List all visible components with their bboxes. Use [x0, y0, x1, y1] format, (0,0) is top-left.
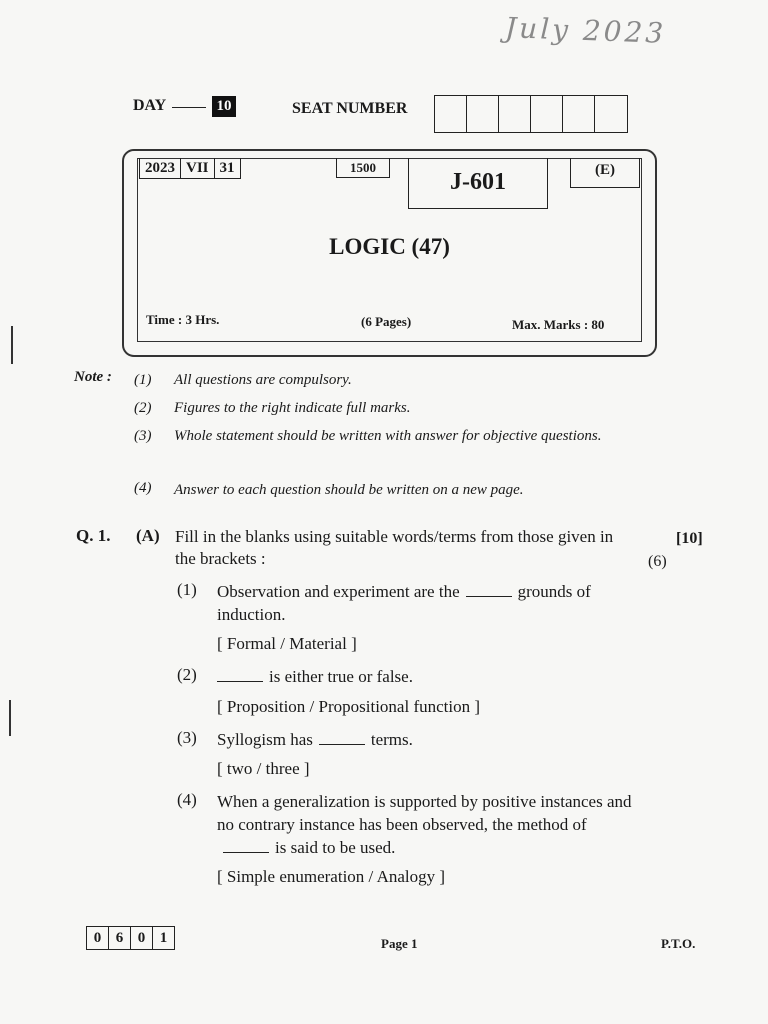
- note-number: (1): [134, 372, 152, 388]
- scan-mark: [9, 700, 11, 736]
- note-text: Figures to the right indicate full marks.: [174, 400, 411, 416]
- item-options: [ Formal / Material ]: [217, 634, 357, 653]
- medium: (E): [570, 158, 640, 188]
- seat-number-boxes: [434, 95, 628, 133]
- item-text-after: is either true or false.: [269, 667, 413, 686]
- please-turn-over: P.T.O.: [661, 936, 696, 951]
- item-number: (2): [177, 665, 197, 684]
- seat-box: [435, 96, 467, 132]
- page-count: (6 Pages): [361, 314, 412, 329]
- item-text: [217, 790, 635, 859]
- item-text-after: grounds of induction.: [217, 582, 591, 624]
- code-month: VII: [181, 158, 215, 179]
- question-number: Q. 1.: [76, 526, 111, 545]
- scan-mark: [11, 326, 13, 364]
- note-number: (4): [134, 480, 152, 496]
- item-text-before: Observation and experiment are the: [217, 582, 460, 601]
- code-digit: 0: [131, 927, 153, 949]
- item-text: [217, 580, 637, 626]
- note-label: Note :: [74, 369, 112, 385]
- day-dash: [172, 107, 206, 108]
- item-options: [ two / three ]: [217, 759, 310, 778]
- part-marks: (6): [648, 553, 667, 570]
- item-text-before: Syllogism has: [217, 730, 313, 749]
- handwritten-date: July 2023: [504, 11, 667, 50]
- seat-box: [595, 96, 627, 132]
- day-label: DAY: [133, 97, 167, 114]
- code-digit: 1: [159, 930, 168, 946]
- note-number: (3): [134, 428, 152, 444]
- subject-title: LOGIC (47): [329, 234, 450, 259]
- note-text: All questions are compulsory.: [174, 372, 352, 388]
- note-text: Whole statement should be written with answer for objective questions.: [174, 428, 602, 444]
- note-number: (2): [134, 400, 152, 416]
- item-number: (4): [177, 790, 197, 809]
- day-number: 10: [212, 96, 236, 117]
- exam-code-boxes: [139, 158, 241, 179]
- item-text-before: When a generalization is supported by positive instances and no contrary instance has been observed, the method of: [217, 792, 632, 834]
- page-number: Page 1: [381, 936, 418, 951]
- paper-code: J-601: [408, 158, 548, 209]
- item-number: (1): [177, 580, 197, 599]
- seat-number-label: SEAT NUMBER: [292, 100, 408, 117]
- question-part: (A): [136, 526, 160, 545]
- code-digit: 0: [87, 927, 109, 949]
- seat-box: [467, 96, 499, 132]
- answer-blank: [319, 732, 365, 745]
- item-text-after: terms.: [370, 730, 413, 749]
- paper-code-boxes: [86, 926, 175, 950]
- seat-box: [563, 96, 595, 132]
- paper-number: 1500: [336, 158, 390, 178]
- time: Time : 3 Hrs.: [146, 312, 220, 327]
- item-text: [217, 665, 637, 688]
- code-digit: 6: [109, 927, 131, 949]
- code-day: 31: [215, 158, 241, 179]
- item-number: (3): [177, 728, 197, 747]
- seat-box: [499, 96, 531, 132]
- answer-blank: [217, 669, 263, 682]
- answer-blank: [466, 584, 512, 597]
- item-options: [ Proposition / Propositional function ]: [217, 697, 481, 716]
- item-options: [ Simple enumeration / Analogy ]: [217, 867, 446, 886]
- code-year: 2023: [139, 158, 181, 179]
- item-text: [217, 728, 637, 751]
- max-marks: Max. Marks : 80: [512, 317, 605, 332]
- answer-blank: [223, 840, 269, 853]
- item-text-after: is said to be used.: [275, 838, 396, 857]
- seat-box: [531, 96, 563, 132]
- question-instruction: Fill in the blanks using suitable words/terms from those given in the brackets :: [175, 527, 614, 568]
- note-text: Answer to each question should be written on a new page.: [174, 482, 524, 498]
- question-total-marks: [10]: [676, 530, 703, 547]
